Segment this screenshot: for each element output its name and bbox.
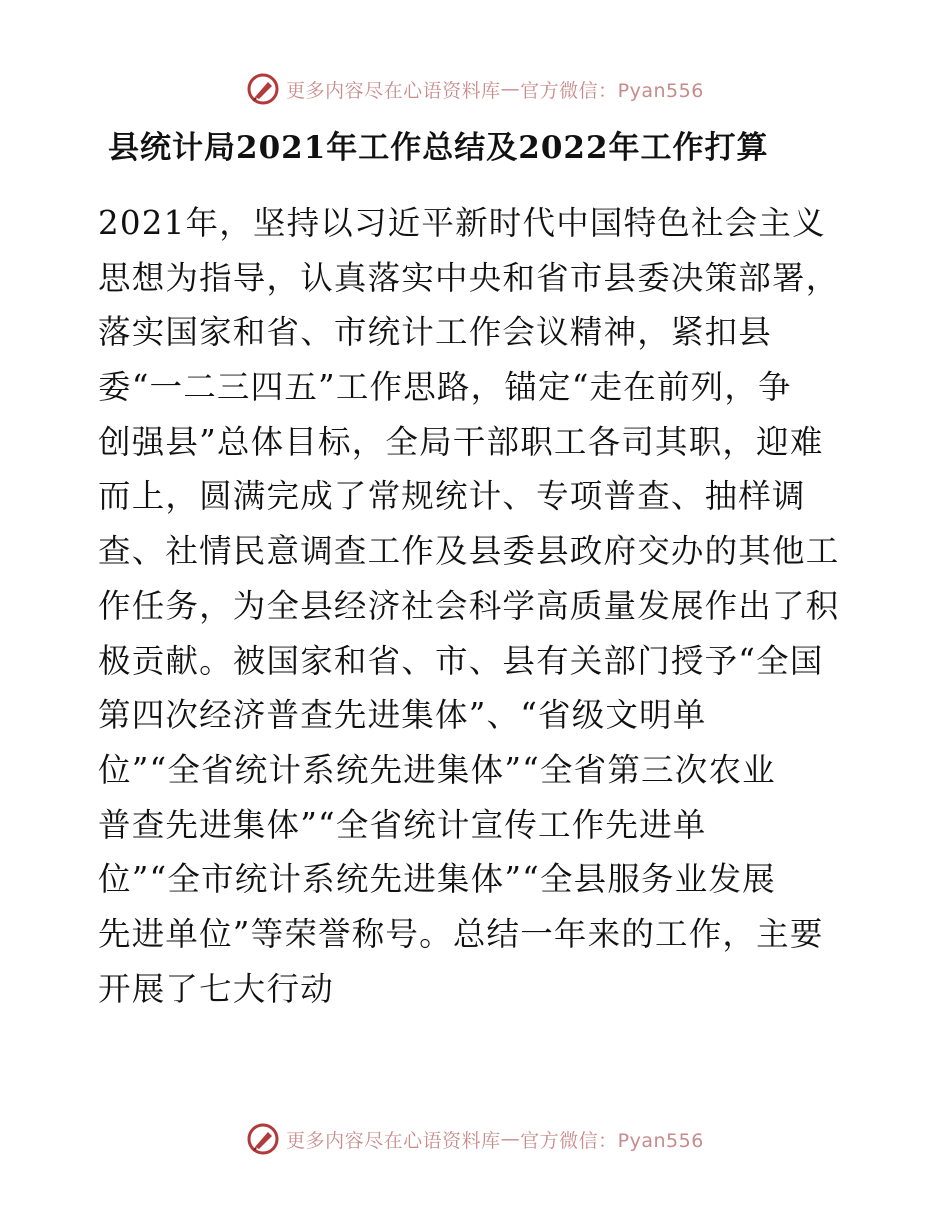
body-line: 而上，圆满完成了常规统计、专项普查、抽样调	[98, 477, 806, 516]
body-line: 第四次经济普查先进集体”、“省级文明单	[98, 696, 707, 735]
document-title: 县统计局2021年工作总结及2022年工作打算	[108, 130, 769, 166]
body-line: 普查先进集体”“全省统计宣传工作先进单	[98, 805, 707, 844]
body-line: 创强县”总体目标，全局干部职工各司其职，迎难	[98, 422, 824, 461]
watermark-wechat: 官方微信：Pyan556	[520, 1129, 704, 1152]
watermark-separator: —	[500, 78, 521, 100]
body-line: 位”“全市统计系统先进集体”“全县服务业发展	[98, 860, 776, 899]
watermark-text: 更多内容尽在心语资料库	[286, 1129, 501, 1152]
body-line: 思想为指导，认真落实中央和省市县委决策部署，	[98, 258, 840, 297]
body-line: 先进单位”等荣誉称号。总结一年来的工作，主要	[98, 914, 824, 953]
footer-watermark	[0, 1122, 950, 1156]
pen-logo-icon	[246, 72, 280, 106]
watermark-wechat: 官方微信：Pyan556	[520, 79, 704, 102]
document-body	[98, 196, 858, 1016]
body-line: 查、社情民意调查工作及县委县政府交办的其他工	[98, 532, 840, 571]
watermark-separator: —	[500, 1128, 521, 1150]
body-line: 落实国家和省、市统计工作会议精神，紧扣县	[98, 313, 773, 352]
body-line: 2021年，坚持以习近平新时代中国特色社会主义	[98, 204, 826, 242]
watermark-text: 更多内容尽在心语资料库	[286, 79, 501, 102]
body-line: 极贡献。被国家和省、市、县有关部门授予“全国	[98, 641, 824, 680]
body-line: 委“一二三四五”工作思路，锚定“走在前列，争	[98, 368, 792, 407]
body-line: 开展了七大行动	[98, 969, 334, 1008]
header-watermark	[0, 72, 950, 106]
body-line: 位”“全省统计系统先进集体”“全省第三次农业	[98, 750, 776, 789]
pen-logo-icon	[246, 1122, 280, 1156]
body-line: 作任务，为全县经济社会科学高质量发展作出了积	[98, 586, 840, 625]
